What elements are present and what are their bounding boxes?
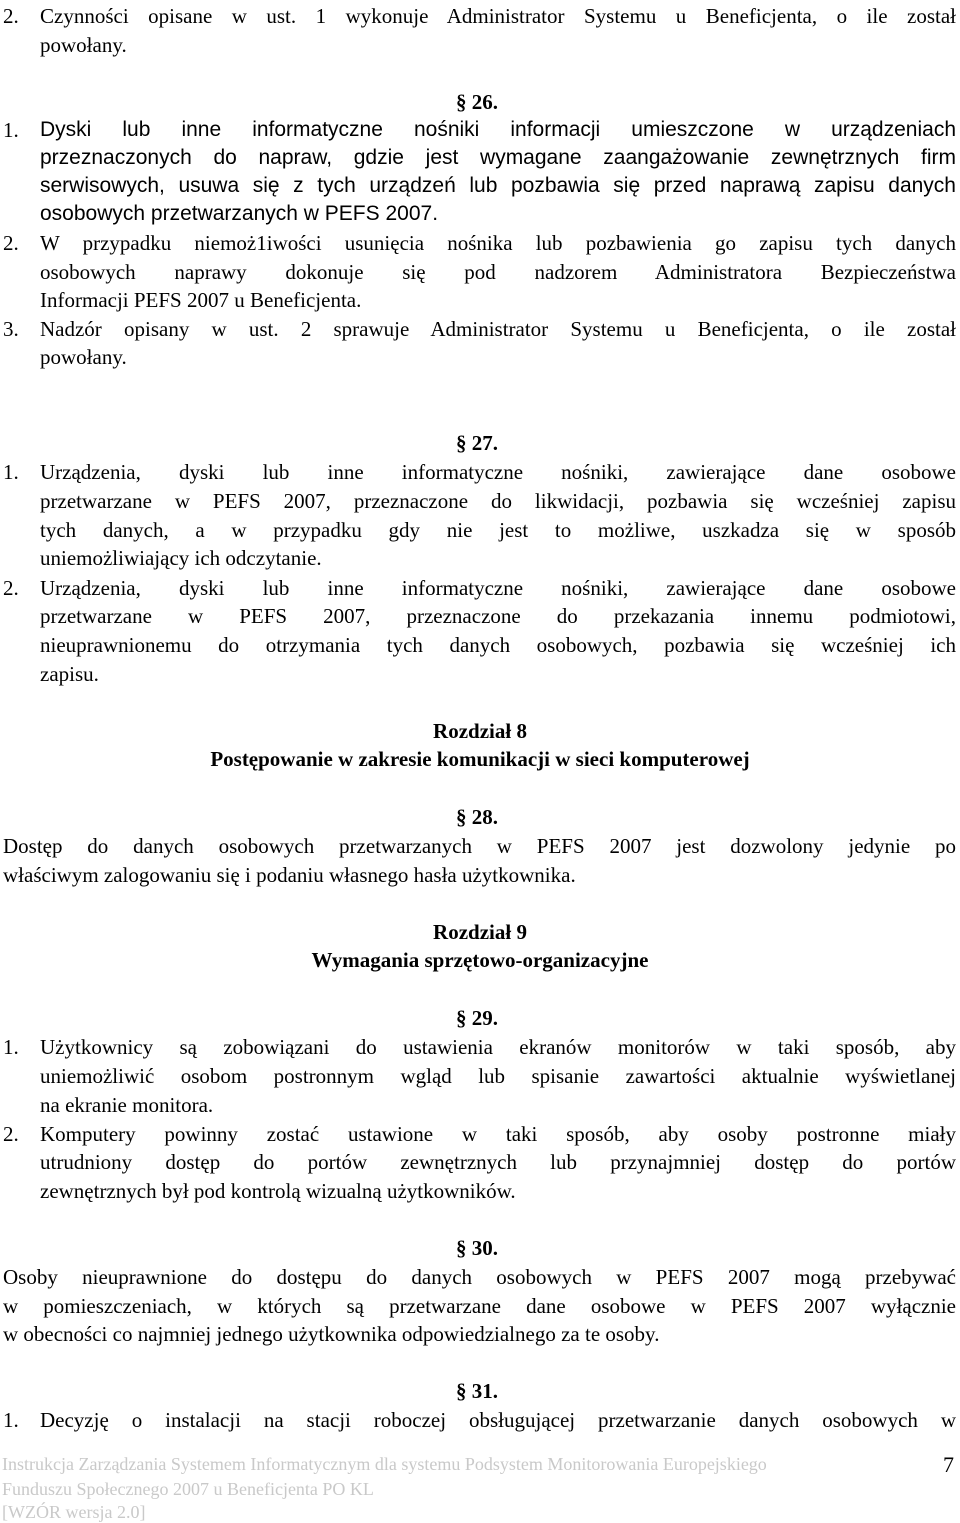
- paragraph-heading: § 27.: [456, 431, 498, 455]
- text-line: uniemożliwić osobom postronnym wgląd lub spisanie zawartości aktualnie wyświetlanej: [40, 1064, 956, 1088]
- section-sign: §: [456, 1379, 467, 1403]
- list-number: 2.: [3, 1122, 19, 1146]
- chapter-label: Rozdział 9: [433, 920, 527, 944]
- paragraph-heading: § 30.: [456, 1236, 498, 1260]
- section-sign: §: [456, 805, 467, 829]
- text-line: Dostęp do danych osobowych przetwarzanych w PEFS 2007 jest dozwolony jedynie po: [3, 834, 956, 858]
- text-line: przeznaczonych do napraw, gdzie jest wymagane zaangażowanie zewnętrznych firm: [40, 146, 956, 169]
- text-line: Informacji PEFS 2007 u Beneficjenta.: [40, 288, 362, 312]
- section-sign: §: [456, 431, 467, 455]
- text-line: powołany.: [40, 345, 127, 369]
- text-line: w obecności co najmniej jednego użytkownika odpowiedzialnego za te osoby.: [3, 1322, 660, 1346]
- list-number: 1.: [3, 460, 19, 484]
- text-line: przetwarzane w PEFS 2007, przeznaczone do likwidacji, pozbawia się wcześniej zapisu: [40, 489, 956, 513]
- list-number: 1.: [3, 118, 19, 142]
- text-line: przetwarzane w PEFS 2007, przeznaczone do przekazania innemu podmiotowi,: [40, 604, 956, 628]
- footer-line: Funduszu Społecznego 2007 u Beneficjenta PO KL: [2, 1479, 374, 1499]
- text-line: Nadzór opisany w ust. 2 sprawuje Administrator Systemu u Beneficjenta, o ile został: [40, 317, 956, 341]
- chapter-label: Rozdział 8: [433, 719, 527, 743]
- text-line: Czynności opisane w ust. 1 wykonuje Administrator Systemu u Beneficjenta, o ile został: [40, 4, 956, 28]
- list-number: 2.: [3, 231, 19, 255]
- text-line: Komputery powinny zostać ustawione w taki sposób, aby osoby postronne miały: [40, 1122, 956, 1146]
- section-sign: §: [456, 1006, 467, 1030]
- list-number: 1.: [3, 1035, 19, 1059]
- text-line: powołany.: [40, 33, 127, 57]
- text-line: W przypadku niemoż1iwości usunięcia nośnika lub pozbawienia go zapisu tych danych: [40, 231, 956, 255]
- text-line: uniemożliwiający ich odczytanie.: [40, 546, 322, 570]
- footer-line: Instrukcja Zarządzania Systemem Informatycznym dla systemu Podsystem Monitorowania Europejskiego: [2, 1454, 767, 1474]
- list-number: 2.: [3, 4, 19, 28]
- paragraph-heading: § 29.: [456, 1006, 498, 1030]
- text-line: właściwym zalogowaniu się i podaniu własnego hasła użytkownika.: [3, 863, 576, 887]
- text-line: zewnętrznych był pod kontrolą wizualną użytkowników.: [40, 1179, 516, 1203]
- text-line: zapisu.: [40, 662, 99, 686]
- text-line: nieuprawnionemu do otrzymania tych danych osobowych, pozbawia się wcześniej ich: [40, 633, 956, 657]
- paragraph-heading: § 28.: [456, 805, 498, 829]
- paragraph-heading: § 26.: [456, 90, 498, 114]
- section-sign: §: [456, 1236, 467, 1260]
- list-number: 3.: [3, 317, 19, 341]
- text-line: Urządzenia, dyski lub inne informatyczne nośniki, zawierające dane osobowe: [40, 460, 956, 484]
- text-line: w pomieszczeniach, w których są przetwarzane dane osobowe w PEFS 2007 wyłącznie: [3, 1294, 956, 1318]
- chapter-title: Wymagania sprzętowo-organizacyjne: [311, 948, 649, 972]
- text-line: Decyzję o instalacji na stacji roboczej obsługującej przetwarzanie danych osobowych w: [40, 1408, 956, 1432]
- text-line: Osoby nieuprawnione do dostępu do danych osobowych w PEFS 2007 mogą przebywać: [3, 1265, 956, 1289]
- text-line: osobowych naprawy dokonuje się pod nadzorem Administratora Bezpieczeństwa: [40, 260, 956, 284]
- text-line: utrudniony dostęp do portów zewnętrznych lub przynajmniej dostęp do portów: [40, 1150, 956, 1174]
- chapter-title: Postępowanie w zakresie komunikacji w sieci komputerowej: [210, 747, 750, 771]
- text-line: serwisowych, usuwa się z tych urządzeń lub pozbawia się przed naprawą zapisu danych: [40, 174, 956, 197]
- text-line: osobowych przetwarzanych w PEFS 2007.: [40, 202, 439, 225]
- text-line: na ekranie monitora.: [40, 1093, 214, 1117]
- paragraph-heading: § 31.: [456, 1379, 498, 1403]
- text-line: tych danych, a w przypadku gdy nie jest to możliwe, uszkadza się w sposób: [40, 518, 956, 542]
- text-line: Dyski lub inne informatyczne nośniki informacji umieszczone w urządzeniach: [40, 118, 956, 141]
- list-number: 2.: [3, 576, 19, 600]
- section-sign: §: [456, 90, 467, 114]
- list-number: 1.: [3, 1408, 19, 1432]
- text-line: Użytkownicy są zobowiązani do ustawienia ekranów monitorów w taki sposób, aby: [40, 1035, 956, 1059]
- footer-line: [WZÓR wersja 2.0]: [2, 1502, 146, 1522]
- text-line: Urządzenia, dyski lub inne informatyczne nośniki, zawierające dane osobowe: [40, 576, 956, 600]
- page-number: 7: [943, 1452, 954, 1477]
